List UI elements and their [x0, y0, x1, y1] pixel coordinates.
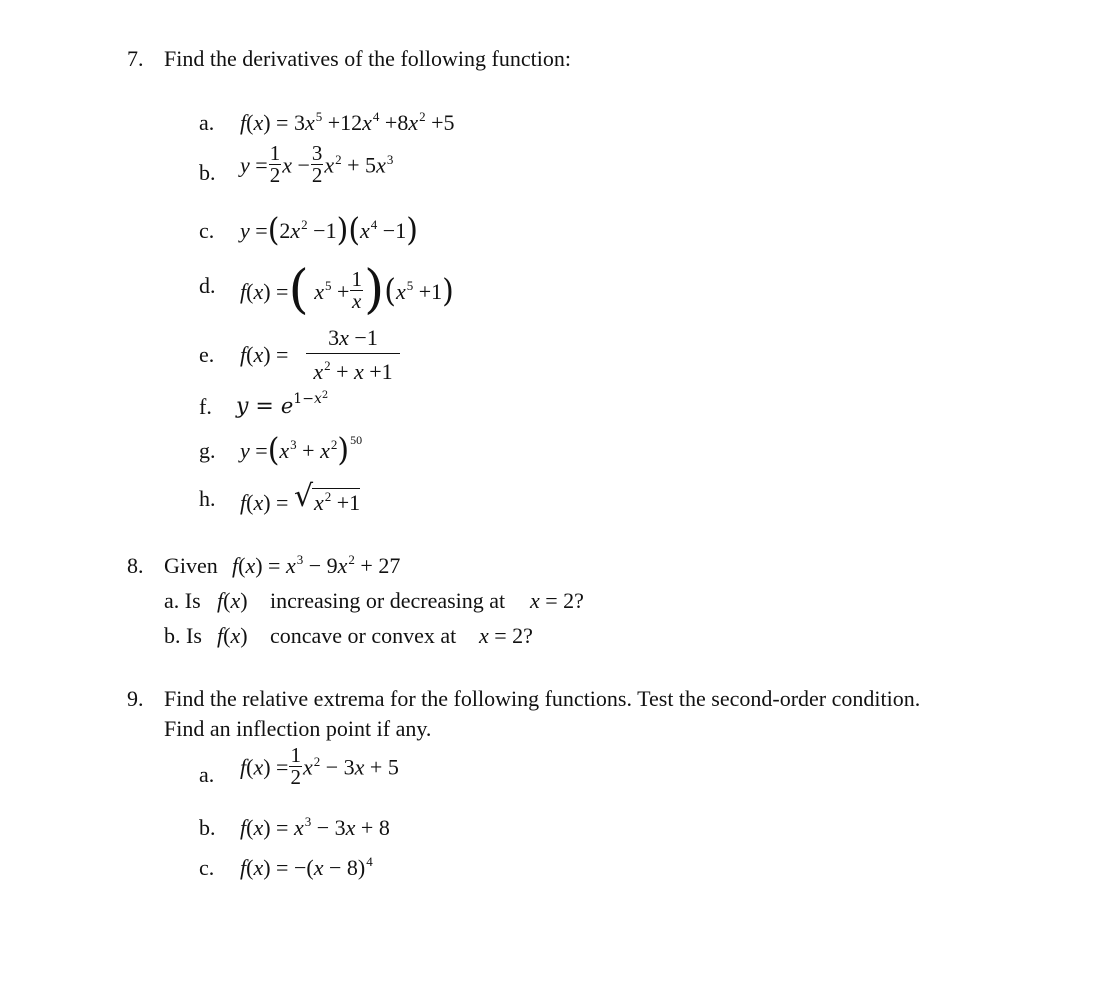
q7f-label: f.: [199, 394, 212, 419]
q7f-expression: $y = e^{1-x^2}$: [236, 390, 329, 419]
q7e-fraction-bar: [306, 353, 400, 354]
q7g-label: g.: [199, 438, 216, 463]
q8a-fx: f(x): [217, 588, 248, 613]
q8a-text: increasing or decreasing at: [270, 588, 506, 613]
q7b-expression: y = $\frac{1}{2}$ x − $\frac{3}{2}$ $x^2 + 5x^3$: [240, 141, 394, 187]
q7d-label: d.: [199, 273, 216, 298]
q8a-label: a. Is: [164, 588, 201, 613]
q7-prompt: Find the derivatives of the following function:: [164, 46, 571, 71]
q7e-denominator: $x^2 + x +1$: [313, 358, 393, 384]
q8a-condition: x = 2?: [530, 588, 584, 613]
q9b-label: b.: [199, 815, 216, 840]
q8b-fx: f(x): [217, 623, 248, 648]
q8-function: $f(x) = x^3 - 9x^2 + 27$: [232, 552, 401, 578]
q7h-label: h.: [199, 486, 216, 511]
q7h-expression: f(x) = √ $x^2 +1$: [240, 479, 361, 515]
q7b-label: b.: [199, 160, 216, 185]
q7c-label: c.: [199, 218, 215, 243]
q9-number: 9.: [127, 686, 144, 711]
q7e-lhs: f(x) =: [240, 342, 289, 367]
q7d-expression: f(x) =( $x^5$ + $\frac{1}{x}$ )$(x^5 +1)$: [240, 260, 454, 320]
q7c-expression: $y =(2x^2 -1)(x^4 -1)$: [240, 212, 418, 249]
q8-given: Given: [164, 553, 218, 578]
q9c-label: c.: [199, 855, 215, 880]
q7a-label: a.: [199, 110, 215, 135]
q9a-expression: f(x) = $\frac{1}{2}$ $x^2 - 3x + 5$: [240, 743, 399, 789]
q8-number: 8.: [127, 553, 144, 578]
q9a-label: a.: [199, 762, 215, 787]
q7g-expression: $y =(x^3 + x^2)^{50}$: [240, 432, 363, 469]
q9c-expression: $f(x) = -(x - 8)^4$: [240, 854, 373, 880]
q7e-label: e.: [199, 342, 215, 367]
q7a-expression: $f(x) = 3x^5 +12x^4 +8x^2 +5$: [240, 109, 455, 135]
q7-number: 7.: [127, 46, 144, 71]
q8b-label: b. Is: [164, 623, 202, 648]
q8b-text: concave or convex at: [270, 623, 457, 648]
q9-line1: Find the relative extrema for the following functions. Test the second-order condition.: [164, 686, 921, 711]
q7e-numerator: 3x −1: [328, 325, 378, 350]
q9b-expression: $f(x) = x^3 - 3x + 8$: [240, 814, 390, 840]
q9-line2: Find an inflection point if any.: [164, 716, 432, 741]
q8b-condition: x = 2?: [479, 623, 533, 648]
